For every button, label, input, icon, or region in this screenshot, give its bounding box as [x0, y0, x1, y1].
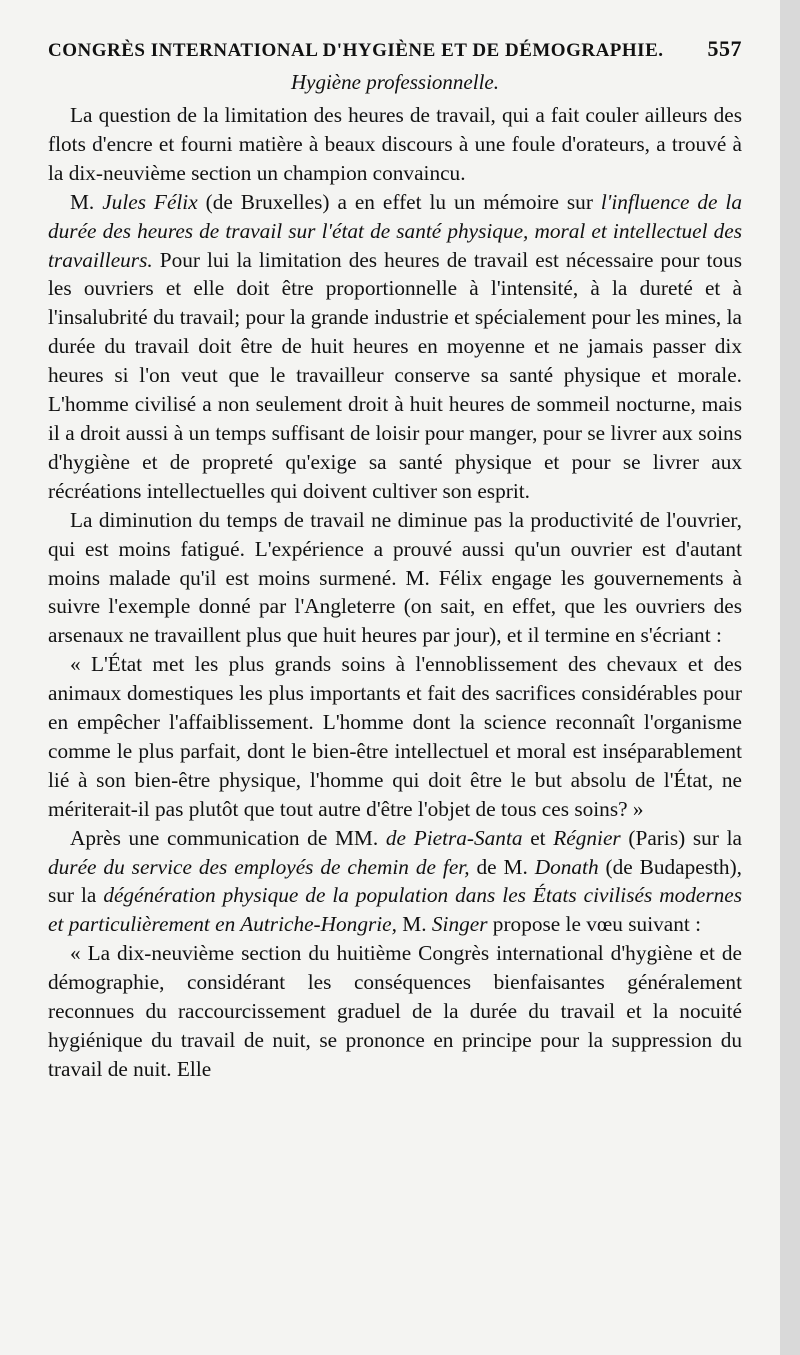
- text-run: Pour lui la limitation des heures de travail est nécessaire pour tous les ouvriers et elle doit être proportionnelle à l'intensité, à la dureté et à l'insalubrité du travail; pour la grande industrie et spécialement pour les mines, la durée du travail doit être de huit heures en moyenne et ne jamais passer dix heures si l'on veut que le travailleur conserve sa santé physique et morale. L'homme civilisé a non seulement droit à huit heures de sommeil nocturne, mais il a droit aussi à un temps suffisant de loisir pour manger, pour se livrer aux soins d'hygiène et de propreté qu'exige sa santé physique et pour se livrer aux récréations intellectuelles qui doivent cultiver son esprit.: [48, 247, 742, 503]
- author-name: Régnier: [553, 825, 621, 850]
- running-title: CONGRÈS INTERNATIONAL D'HYGIÈNE ET DE DÉMOGRAPHIE.: [48, 40, 664, 61]
- communication-title: dégénération physique de la population dans les États civilisés modernes et particulièrement en Autriche-Hongrie,: [48, 883, 743, 937]
- text-run: Après une communication de MM.: [70, 825, 386, 850]
- text-run: (Paris) sur la: [620, 825, 742, 850]
- paragraph-2: [48, 188, 742, 506]
- paragraph-5: [48, 824, 742, 940]
- text-run: et: [522, 825, 554, 850]
- body-text: [48, 101, 742, 1084]
- author-name: Singer: [431, 912, 488, 937]
- text-run: M.: [70, 189, 103, 214]
- page-number: 557: [707, 36, 742, 61]
- text-run: M.: [396, 912, 432, 937]
- text-run: de M.: [469, 854, 535, 879]
- memoir-title: l'influence de la durée des heures de travail sur l'état de santé physique, moral et intellectuel des travailleurs.: [48, 189, 742, 272]
- paragraph-1: La question de la limitation des heures de travail, qui a fait couler ailleurs des flots d'encre et fourni matière à beaux discours à une foule d'orateurs, a trouvé à la dix-neuvième section un champion convaincu.: [48, 103, 742, 185]
- author-name: Donath: [534, 854, 599, 879]
- author-name: de Pietra-Santa: [385, 825, 523, 850]
- text-run: (de Budapesth), sur la: [48, 854, 742, 908]
- paragraph-6-quote: « La dix-neuvième section du huitième Congrès international d'hygiène et de démographie, considérant les conséquences bienfaisantes généralement reconnues du raccourcissement graduel de la durée du travail et la nocuité hygiénique du travail de nuit, se prononce en principe pour la suppression du travail de nuit. Elle: [48, 941, 742, 1081]
- running-head: [48, 36, 742, 62]
- paragraph-3: La diminution du temps de travail ne diminue pas la productivité de l'ouvrier, qui est moins fatigué. L'expérience a prouvé aussi qu'un ouvrier est d'autant moins malade qu'il est moins surmené. M. Félix engage les gouvernements à suivre l'exemple donné par l'Angleterre (on sait, en effet, que les ouvriers des arsenaux ne travaillent plus que huit heures par jour), et il termine en s'écriant :: [48, 507, 742, 648]
- communication-title: durée du service des employés de chemin de fer,: [48, 854, 470, 879]
- text-run: propose le vœu suivant :: [487, 912, 702, 937]
- author-name: Jules Félix: [102, 189, 198, 214]
- paragraph-4-quote: « L'État met les plus grands soins à l'ennoblissement des chevaux et des animaux domestiques les plus importants et fait des sacrifices considérables pour en empêcher l'affaiblissement. L'homme dont la science reconnaît l'organisme comme le plus parfait, dont le bien-être intellectuel et moral est inséparablement lié à son bien-être physique, l'homme qui doit être le but absolu de l'État, ne mériterait-il pas plutôt que tout autre d'être l'objet de tous ces soins? »: [48, 652, 742, 821]
- text-run: (de Bruxelles) a en effet lu un mémoire sur: [197, 189, 601, 214]
- section-title: Hygiène professionnelle.: [290, 70, 499, 94]
